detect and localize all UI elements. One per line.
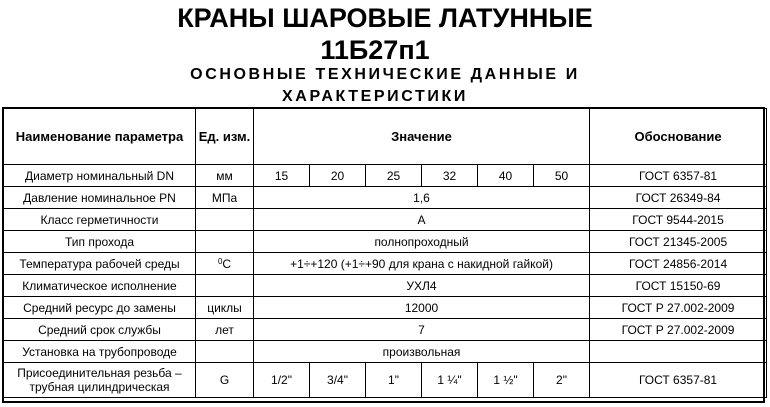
table-row bbox=[4, 165, 767, 187]
row-value-cell: 1/2" bbox=[254, 363, 310, 398]
row-param: Установка на трубопроводе bbox=[4, 341, 196, 363]
subtitle-line-2: ХАРАКТЕРИСТИКИ bbox=[282, 88, 468, 105]
table-row bbox=[4, 231, 767, 253]
row-value-cell: 15 bbox=[254, 165, 310, 187]
row-basis: ГОСТ Р 27.002-2009 bbox=[590, 319, 767, 341]
row-unit bbox=[196, 209, 254, 231]
row-param: Средний срок службы bbox=[4, 319, 196, 341]
row-param: Давление номинальное PN bbox=[4, 187, 196, 209]
page-title: КРАНЫ ШАРОВЫЕ ЛАТУННЫЕ bbox=[177, 3, 593, 33]
row-basis: ГОСТ 6357-81 bbox=[590, 165, 767, 187]
row-value-cell: 50 bbox=[534, 165, 590, 187]
row-value: 7 bbox=[254, 319, 590, 341]
row-param: Присоединительная резьба – трубная цилиндрическая bbox=[4, 363, 196, 398]
table-row bbox=[4, 319, 767, 341]
row-basis: ГОСТ Р 27.002-2009 bbox=[590, 297, 767, 319]
row-unit bbox=[196, 253, 254, 275]
row-unit bbox=[196, 341, 254, 363]
unit-text: С bbox=[222, 256, 232, 271]
header-param: Наименование параметра bbox=[4, 109, 196, 165]
row-value: +1÷+120 (+1÷+90 для крана с накидной гайкой) bbox=[254, 253, 590, 275]
row-value: А bbox=[254, 209, 590, 231]
row-param: Климатическое исполнение bbox=[4, 275, 196, 297]
spec-table bbox=[3, 108, 767, 398]
row-value: полнопроходный bbox=[254, 231, 590, 253]
row-value-cell: 1 ¼" bbox=[422, 363, 478, 398]
table-row bbox=[4, 187, 767, 209]
row-value-cell: 2" bbox=[534, 363, 590, 398]
row-value-cell: 40 bbox=[478, 165, 534, 187]
row-unit bbox=[196, 275, 254, 297]
row-unit: циклы bbox=[196, 297, 254, 319]
table-row bbox=[4, 275, 767, 297]
table-row bbox=[4, 363, 767, 398]
row-basis bbox=[590, 341, 767, 363]
row-basis: ГОСТ 24856-2014 bbox=[590, 253, 767, 275]
degree-sup: 0 bbox=[217, 256, 223, 266]
row-value-cell: 1 ½" bbox=[478, 363, 534, 398]
header-basis: Обоснование bbox=[590, 109, 767, 165]
row-value: УХЛ4 bbox=[254, 275, 590, 297]
row-value-cell: 1" bbox=[366, 363, 422, 398]
row-param: Температура рабочей среды bbox=[4, 253, 196, 275]
table-row bbox=[4, 341, 767, 363]
row-value: 1,6 bbox=[254, 187, 590, 209]
table-row bbox=[4, 253, 767, 275]
row-param: Класс герметичности bbox=[4, 209, 196, 231]
table-header-row bbox=[4, 109, 767, 165]
row-unit: мм bbox=[196, 165, 254, 187]
row-value-cell: 3/4" bbox=[310, 363, 366, 398]
row-value-cell: 32 bbox=[422, 165, 478, 187]
header-unit: Ед. изм. bbox=[196, 109, 254, 165]
row-basis: ГОСТ 21345-2005 bbox=[590, 231, 767, 253]
row-param: Диаметр номинальный DN bbox=[4, 165, 196, 187]
row-value: произвольная bbox=[254, 341, 590, 363]
row-basis: ГОСТ 15150-69 bbox=[590, 275, 767, 297]
row-param: Тип прохода bbox=[4, 231, 196, 253]
table-row bbox=[4, 209, 767, 231]
table-row bbox=[4, 297, 767, 319]
header-value: Значение bbox=[254, 109, 590, 165]
row-basis: ГОСТ 6357-81 bbox=[590, 363, 767, 398]
row-basis: ГОСТ 9544-2015 bbox=[590, 209, 767, 231]
row-unit bbox=[196, 231, 254, 253]
row-value-cell: 25 bbox=[366, 165, 422, 187]
subtitle-line-1: ОСНОВНЫЕ ТЕХНИЧЕСКИЕ ДАННЫЕ И bbox=[190, 66, 580, 83]
row-value: 12000 bbox=[254, 297, 590, 319]
row-unit: МПа bbox=[196, 187, 254, 209]
row-unit: G bbox=[196, 363, 254, 398]
row-basis: ГОСТ 26349-84 bbox=[590, 187, 767, 209]
row-unit: лет bbox=[196, 319, 254, 341]
row-param: Средний ресурс до замены bbox=[4, 297, 196, 319]
row-value-cell: 20 bbox=[310, 165, 366, 187]
model-title: 11Б27п1 bbox=[320, 35, 430, 65]
